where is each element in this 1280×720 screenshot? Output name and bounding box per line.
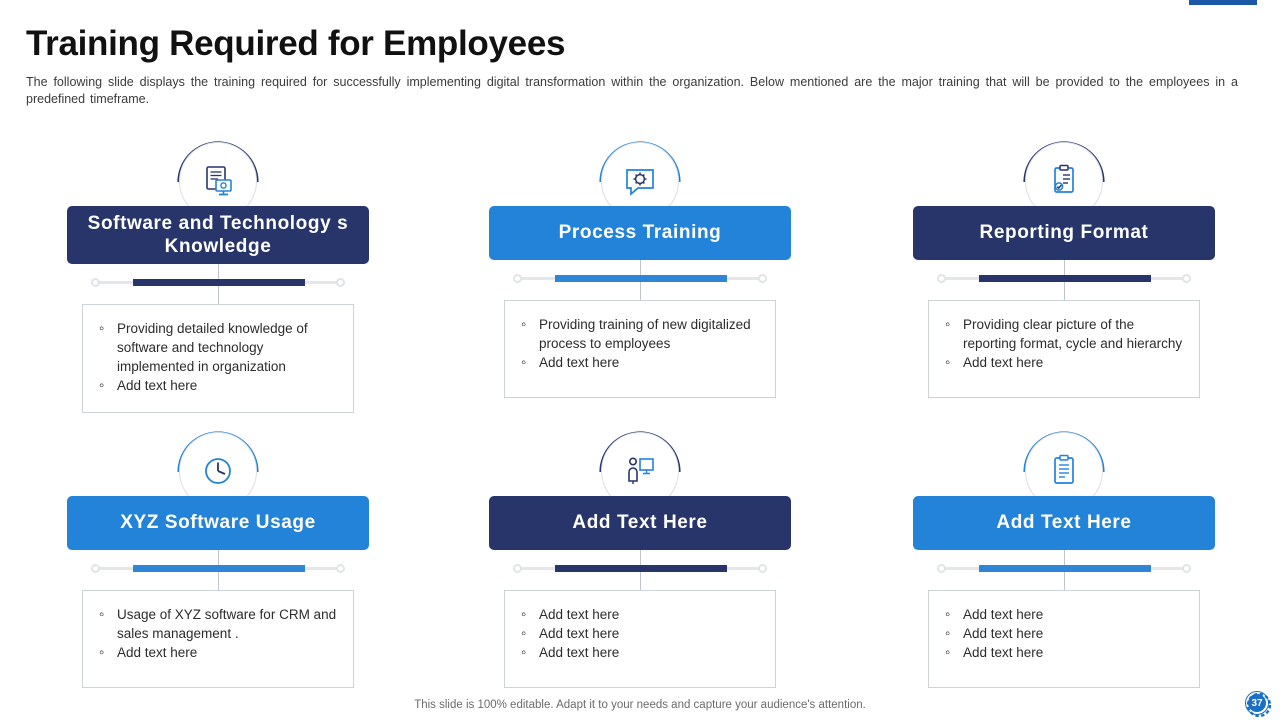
card-icon-area [889, 418, 1239, 496]
card-add-text-here-2[interactable] [889, 418, 1239, 688]
card-icon-area [465, 128, 815, 206]
list-item: ◦ Providing training of new digitalized process to employees [519, 315, 759, 353]
card-connector [889, 260, 1239, 300]
card-connector [465, 550, 815, 590]
card-icon-area [43, 418, 393, 496]
list-item: ◦ Add text here [943, 643, 1183, 662]
bullet-list [519, 315, 759, 372]
list-item: ◦ Providing clear picture of the reporting format, cycle and hierarchy [943, 315, 1183, 353]
card-row-1 [0, 128, 1280, 413]
card-add-text-here-1[interactable] [465, 418, 815, 688]
cards-grid [0, 128, 1280, 703]
card-title-banner[interactable]: Add Text Here [913, 496, 1215, 550]
card-title-banner[interactable]: XYZ Software Usage [67, 496, 369, 550]
card-icon-area [465, 418, 815, 496]
page-subtitle: The following slide displays the training required for successfully implementing digital transformation within the organization. Below mentioned are the major training that will be provided to the employees in a predefined timeframe. [26, 75, 1238, 106]
card-process-training[interactable] [465, 128, 815, 398]
page-number-badge [1246, 692, 1268, 714]
card-connector [889, 550, 1239, 590]
card-connector [465, 260, 815, 300]
card-reporting-format[interactable] [889, 128, 1239, 398]
card-xyz-software-usage[interactable] [43, 418, 393, 688]
bullet-list [97, 605, 337, 662]
card-bullets-box[interactable] [504, 300, 776, 398]
card-row-2 [0, 418, 1280, 703]
gear-icon [1246, 692, 1272, 718]
list-item: ◦ Add text here [519, 353, 759, 372]
card-bullets-box[interactable] [82, 304, 354, 413]
card-icon-area [889, 128, 1239, 206]
list-item: ◦ Add text here [943, 353, 1183, 372]
card-connector [43, 264, 393, 304]
list-item: ◦ Add text here [97, 376, 337, 395]
list-item: ◦ Add text here [519, 643, 759, 662]
card-bullets-box[interactable] [504, 590, 776, 688]
list-item: ◦ Add text here [943, 605, 1183, 624]
list-item: ◦ Add text here [943, 624, 1183, 643]
bullet-list [519, 605, 759, 662]
card-title-banner[interactable]: Software and Technology s Knowledge [67, 206, 369, 264]
card-title-banner[interactable]: Process Training [489, 206, 791, 260]
page-title: Training Required for Employees [26, 24, 566, 63]
card-icon-area [43, 128, 393, 206]
card-bullets-box[interactable] [928, 590, 1200, 688]
bullet-list [97, 319, 337, 396]
list-item: ◦ Usage of XYZ software for CRM and sales management . [97, 605, 337, 643]
card-bullets-box[interactable] [928, 300, 1200, 398]
bullet-list [943, 315, 1183, 372]
card-connector [43, 550, 393, 590]
card-software-technology-knowledge[interactable] [43, 128, 393, 413]
top-accent-bar [1189, 0, 1257, 5]
footer-note: This slide is 100% editable. Adapt it to your needs and capture your audience's attention. [414, 699, 866, 711]
bullet-list [943, 605, 1183, 662]
list-item: ◦ Add text here [519, 605, 759, 624]
card-title-banner[interactable]: Reporting Format [913, 206, 1215, 260]
list-item: ◦ Add text here [97, 643, 337, 662]
list-item: ◦ Add text here [519, 624, 759, 643]
page-number-label: 37 [1251, 697, 1263, 709]
card-bullets-box[interactable] [82, 590, 354, 688]
card-title-banner[interactable]: Add Text Here [489, 496, 791, 550]
list-item: ◦ Providing detailed knowledge of software and technology implemented in organization [97, 319, 337, 376]
